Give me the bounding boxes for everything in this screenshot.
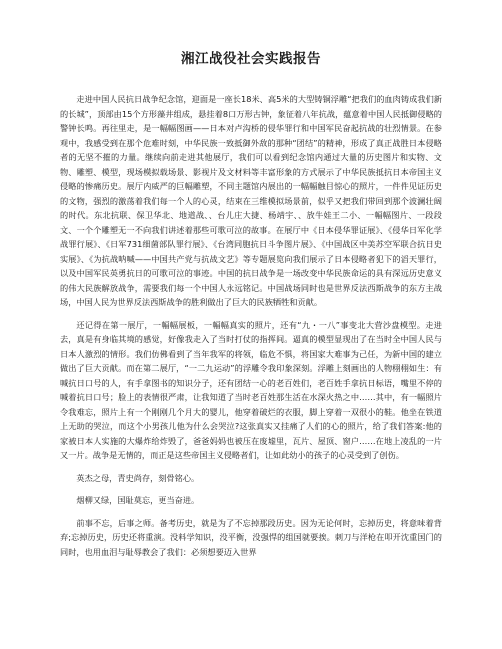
paragraph: 烟柳又绿，国耻莫忘，更当奋进。 xyxy=(76,495,200,505)
paragraph: 走进中国人民抗日战争纪念馆，迎面是一座长18米、高5米的大型铸铜浮雕“把我们的血肉铸成我们新的长城”，顶部由15个方形藻井组成，悬挂着8口万形古钟，象征着八年抗战，蕴意着中国人民抵御侵略的警钟长鸣。再往里走，是一幅幅图画——日本对卢沟桥的侵华罪行和中国军民奋起抗战的壮烈情景。在参观中，我感受到在那个危难时刻，中华民族一致抵御外敌的那种“团结”的精神，形成了真正战胜日本侵略者的无坚不摧的力量。继续向前走进其他展厅，我们可以看到纪念馆内通过大量的历史图片和实物、文物、雕塑、模型，现场模拟载场景、影视片及文材料等丰富形象的方式展示了中华民族抵抗日本帝国主义侵略的惨痛历史。展厅内威严的巨幅雕塑，不同主题馆内展出的一幅幅触目惊心的照片，一件件见证历史的文物，强烈的激荡着我们每一个人的心灵，结束在三维模拟场景前，似乎又把我们带回到那个波澜壮阔的时代。东北抗联、保卫华北、地道战、、台儿庄大捷、杨靖宇、、放牛娃王二小、一幅幅图片、一段段文、一个个雕塑无一不向我们讲述着那些可歌可泣的故事。在展厅中《日本侵华罪证展》、《侵华日军化学战罪行展》、《日军731细菌部队罪行展》、《台湾同胞抗日斗争图片展》、《中国战区中美苏空军联合抗日史实展》、《为抗战呐喊——中国共产党与抗战文艺》等专题展览向我们展示了日本侵略者犯下的滔天罪行，以及中国军民英勇抗日的可歌可泣的事迹。中国的抗日战争是一场改变中华民族命运的具有深远历史意义的伟大民族解放战争，需要我们每一个中国人永远铭记。中国战场同时也是世界反法西斯战争的东方主战场，中国人民为世界反法西斯战争的胜利做出了巨大的民族牺牲和贡献。 xyxy=(60,94,442,307)
paragraph: 还记得在第一展厅，一幅幅展板，一幅幅真实的照片，还有“九・一八”事变北大营沙盘模型。走进去，真是有身临其境的感觉，好像我走入了当时打仗的指挥间。逼真的模型显现出了在当时全中国人民与日本人激烈的情形。我们仿佛看到了当年我军的将领，临危不惧，将国家大难事为己任，为新中国的建立做出了巨大贡献。而在第二展厅，“一二九运动”的浮雕令我印象深刻。浮雕上刻画出的人物栩栩如生：有喊抗日口号的人，有手拿图书的知识分子，还有团结一心的老百姓们，老百姓手拿抗日标语，嘴里不停的喊着抗日口号；脸上的表情很严肃，让我知道了当时老百姓那生活在水深火热之中……其中，有一幅照片令我难忘，照片上有一个刚刚几个月大的婴儿，他穿着破烂的衣服，脚上穿着一双很小的鞋。他坐在铁道上无助的哭泣，而这个小男孩儿他为什么会哭泣?这张真实又挂痛了人们的心的照片，给了我们答案:他的家被日本人实施的大爆炸给炸毁了，爸爸妈妈也被压在废墟里，瓦片、屋顶、窗户……在地上凌乱的一片又一片。战争是无情的，而正是这些帝国主义侵略者们，让如此幼小的孩子的心灵受到了创伤。 xyxy=(60,319,442,460)
document-body xyxy=(60,92,442,559)
paragraph: 英杰之母，青史尚存，刻骨铭心。 xyxy=(76,472,200,483)
paragraph: 前事不忘，后事之师。备考历史，就是为了不忘掉那段历史。因为无论何时，忘掉历史，将意味着背弃;忘掉历史，历史还将重演。没料学知识，没平衡，没强悍的组国就要挨。刺刀与洋枪在叩开沈重国门的同时，也用血泪与耻辱教会了我们：必须想要迈入世界 xyxy=(60,517,442,557)
document-title: 湘江战役社会实践报告 xyxy=(181,51,321,67)
